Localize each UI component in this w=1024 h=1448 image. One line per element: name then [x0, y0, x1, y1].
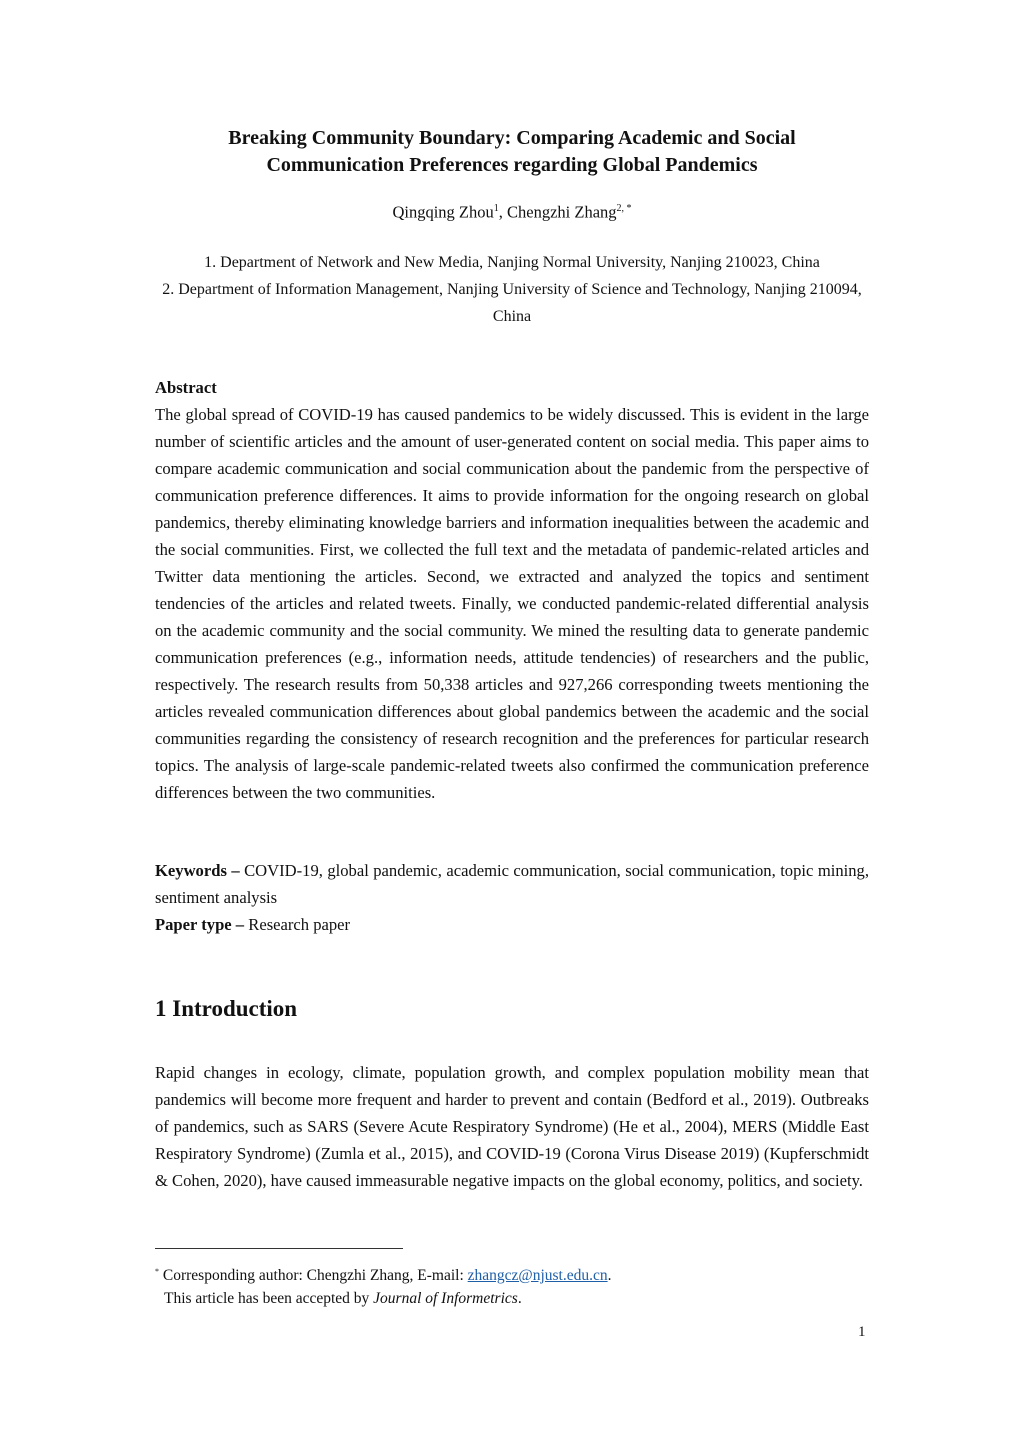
title-line-1: Breaking Community Boundary: Comparing Academic and Social	[228, 127, 796, 149]
keywords	[155, 857, 869, 911]
author-2: Chengzhi Zhang	[507, 202, 617, 222]
footnote-text: Corresponding author: Chengzhi Zhang, E-mail:	[159, 1267, 468, 1285]
footnote-end: .	[607, 1267, 612, 1285]
paper-type	[155, 911, 869, 938]
footnote	[155, 1260, 611, 1310]
author-list	[120, 195, 904, 226]
abstract-text: The global spread of COVID-19 has caused pandemics to be widely discussed. This is evident in the large number of scientific articles and the amount of user-generated content on social media. This paper aims to compare academic communication and social communication about the pandemic from the perspective of communication preference differences. It aims to provide information for the ongoing research on global pandemics, thereby eliminating knowledge barriers and information inequalities between the academic and the social communities. First, we collected the full text and the metadata of pandemic-related articles and Twitter data mentioning the articles. Second, we extracted and analyzed the topics and sentiment tendencies of the articles and related tweets. Finally, we conducted pandemic-related differential analysis on the academic community and the social community. We mined the resulting data to generate pandemic communication preferences (e.g., information needs, attitude tendencies) of researchers and the public, respectively. The research results from 50,338 articles and 927,266 corresponding tweets mentioning the articles revealed communication differences about global pandemics between the academic and the social communities regarding the consistency of research recognition and the preferences for particular research topics. The analysis of large-scale pandemic-related tweets also confirmed the communication preference differences between the two communities.	[155, 405, 869, 802]
affiliation-2: 2. Department of Information Management, Nanjing University of Science and Technology, Nanjing 210094, China	[162, 281, 862, 325]
footnote-mark: *	[155, 1267, 159, 1276]
author-separator: ,	[498, 202, 508, 222]
journal-name: Journal of Informetrics	[373, 1290, 518, 1308]
paper-type-label: Paper type –	[155, 915, 245, 934]
footnote-divider	[155, 1248, 403, 1249]
affiliations	[120, 249, 904, 330]
author-2-affil: 2, *	[616, 203, 632, 214]
acceptance-note: This article has been accepted by	[164, 1290, 374, 1308]
page-number: 1	[858, 1324, 866, 1340]
author-1-affil: 1	[493, 203, 499, 214]
abstract-heading-text: Abstract	[155, 378, 217, 397]
keywords-label: Keywords –	[155, 861, 240, 880]
keywords-text: COVID-19, global pandemic, academic communication, social communication, topic mining, sentiment analysis	[155, 861, 869, 907]
paper-title	[120, 125, 904, 179]
paper-type-text: Research paper	[244, 915, 351, 934]
section-heading-introduction: 1 Introduction	[155, 996, 298, 1021]
email-link[interactable]: zhangcz@njust.edu.cn	[467, 1267, 608, 1285]
abstract-heading	[155, 374, 869, 401]
title-line-2: Communication Preferences regarding Global Pandemics	[266, 154, 758, 176]
introduction-paragraph: Rapid changes in ecology, climate, population growth, and complex population mobility mean that pandemics will become more frequent and harder to prevent and contain (Bedford et al., 2019). Outbreaks of pandemics, such as SARS (Severe Acute Respiratory Syndrome) (He et al., 2004), MERS (Middle East Respiratory Syndrome) (Zumla et al., 2015), and COVID-19 (Corona Virus Disease 2019) (Kupferschmidt & Cohen, 2020), have caused immeasurable negative impacts on the global economy, politics, and society.	[155, 1063, 869, 1190]
author-1: Qingqing Zhou	[392, 202, 494, 222]
acceptance-end: .	[517, 1290, 522, 1308]
affiliation-1: 1. Department of Network and New Media, Nanjing Normal University, Nanjing 210023, China	[204, 254, 820, 271]
